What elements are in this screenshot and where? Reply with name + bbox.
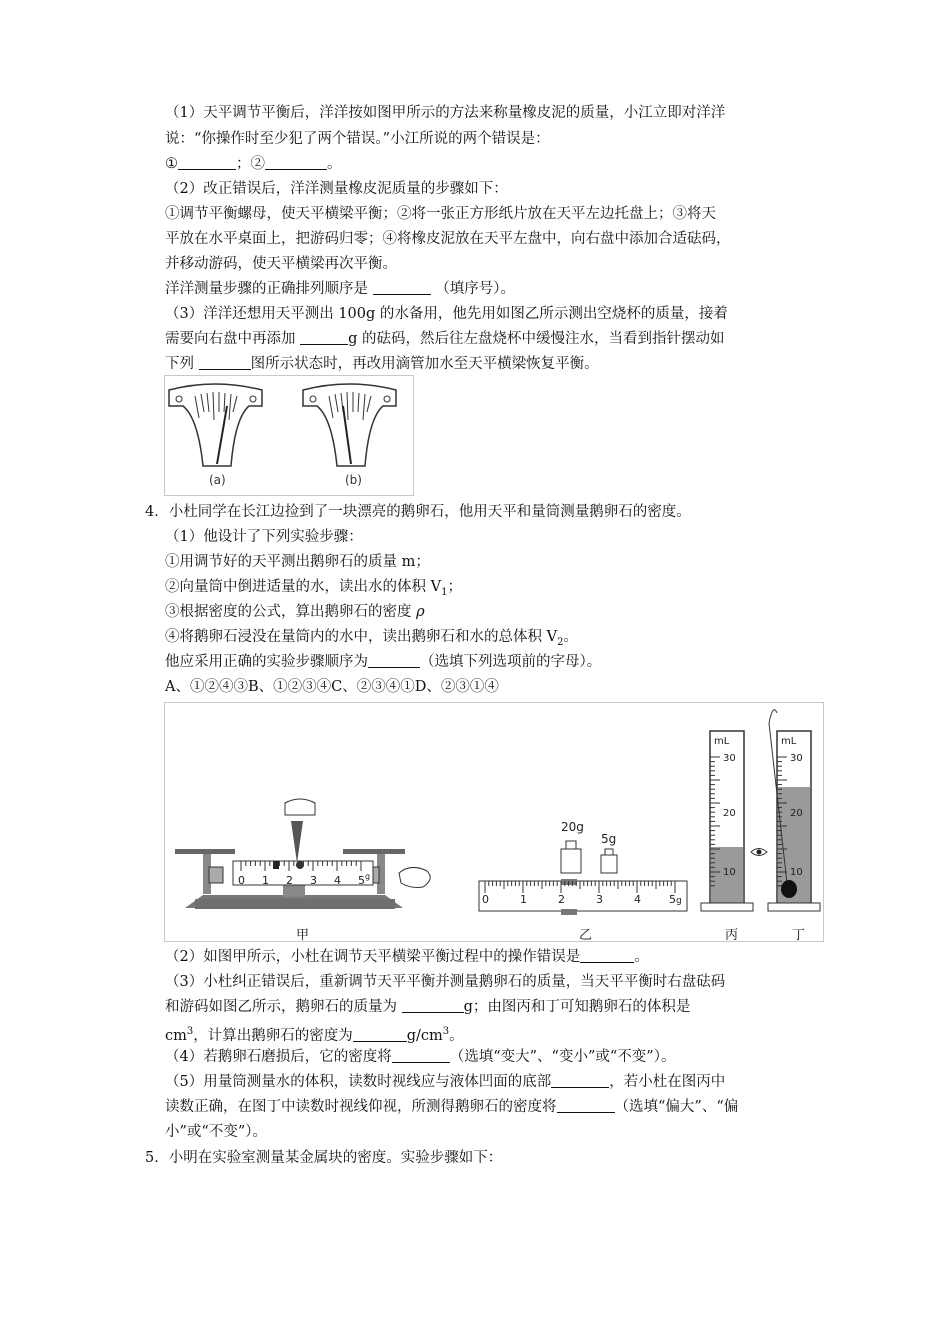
q3-p2-order-hint: （填序号）。 bbox=[435, 281, 515, 297]
beam-tick-label: 4 bbox=[334, 874, 341, 887]
q4-p5-line3: 小”或“不变”）。 bbox=[165, 1124, 267, 1140]
q3-p3-text-d: 图所示状态时，再改用滴管加水至天平横梁恢复平衡。 bbox=[250, 356, 599, 372]
q3-p3-line3 bbox=[165, 355, 599, 373]
cylinder-ding-base bbox=[768, 903, 820, 911]
apparatus-diagram bbox=[165, 703, 823, 941]
weight-20g bbox=[561, 849, 581, 873]
cylinder-bing-tick: 20 bbox=[723, 808, 736, 819]
q3-p3-line2 bbox=[165, 330, 725, 348]
answer-blank[interactable] bbox=[373, 280, 431, 295]
q4-p3-text-a: 和游码如图乙所示，鹅卵石的质量为 bbox=[165, 999, 397, 1015]
q4-p5-text-a: （5）用量筒测量水的体积，读数时视线应与液体凹面的底部 bbox=[165, 1074, 552, 1090]
q4-options: A、①②④③B、①②③④C、②③④①D、②③①④ bbox=[165, 679, 499, 695]
beam-unit: g bbox=[365, 872, 371, 881]
cylinder-ding-tick: 30 bbox=[790, 753, 803, 764]
cylinder-bing-tick: 30 bbox=[723, 753, 736, 764]
q3-p3-line1: （3）洋洋还想用天平测出 100g 的水备用，他先用如图乙所示测出空烧杯的质量，接着 bbox=[165, 306, 728, 322]
dial-b-screw-left bbox=[310, 396, 316, 402]
slider-tick-label: 5 bbox=[669, 893, 676, 906]
q4-p4 bbox=[165, 1048, 675, 1066]
label-bing: 丙 bbox=[725, 928, 739, 941]
answer-blank[interactable] bbox=[551, 1073, 609, 1088]
answer-blank[interactable] bbox=[580, 948, 634, 963]
answer-blank[interactable] bbox=[265, 155, 327, 170]
dial-b-screw-right bbox=[384, 396, 390, 402]
dial-b-scale bbox=[329, 392, 371, 420]
q3-p1-line1: （1）天平调节平衡后，洋洋按如图甲所示的方法来称量橡皮泥的质量，小江立即对洋洋 bbox=[165, 105, 726, 121]
q4-step2 bbox=[165, 578, 462, 602]
dial-a-screw-right bbox=[250, 396, 256, 402]
right-pan bbox=[343, 849, 405, 854]
cylinder-ding-unit: mL bbox=[781, 736, 797, 747]
beam-tick-label: 3 bbox=[310, 874, 317, 887]
dial-b-pointer bbox=[343, 406, 351, 464]
q5-intro: 5．小明在实验室测量某金属块的密度。实验步骤如下： bbox=[145, 1150, 503, 1166]
q4-step3 bbox=[165, 603, 425, 621]
slider-tick-label: 0 bbox=[482, 893, 489, 906]
cylinder-ding-tick: 20 bbox=[790, 808, 803, 819]
weight-5g bbox=[601, 855, 617, 873]
answer-blank[interactable] bbox=[353, 1027, 407, 1042]
beam-tick-label: 0 bbox=[238, 874, 245, 887]
left-pan bbox=[175, 849, 235, 854]
q3-p1-end: 。 bbox=[327, 156, 342, 172]
answer-blank[interactable] bbox=[392, 1048, 450, 1063]
label-yi: 乙 bbox=[579, 928, 593, 941]
q4-step3-text: ③根据密度的公式，算出鹅卵石的密度 bbox=[165, 604, 412, 620]
dial-a-pointer bbox=[217, 406, 227, 464]
q4-p3-sup1: 3 bbox=[186, 1026, 194, 1037]
slider-unit: g bbox=[676, 896, 682, 906]
answer-blank[interactable] bbox=[557, 1098, 615, 1113]
dial-a-outline bbox=[169, 384, 262, 466]
q4-p4-hint: （选填“变大”、“变小”或“不变”）。 bbox=[449, 1049, 676, 1065]
dial-b-label: (b) bbox=[345, 473, 362, 487]
apparatus-figure bbox=[164, 702, 824, 942]
q3-p2-line1: （2）改正错误后，洋洋测量橡皮泥质量的步骤如下： bbox=[165, 181, 508, 197]
beam-tick-label: 2 bbox=[286, 874, 293, 887]
answer-blank[interactable] bbox=[178, 155, 236, 170]
beam-tick-label: 1 bbox=[262, 874, 269, 887]
q3-p2-line3: 平放在水平桌面上，把游码归零；④将橡皮泥放在天平左盘中，向右盘中添加合适砝码， bbox=[165, 231, 731, 247]
q3-p3-text-c: 下列 bbox=[165, 356, 194, 372]
q4-order bbox=[165, 653, 601, 671]
cylinder-bing-unit: mL bbox=[714, 736, 730, 747]
q4-p3-line1: （3）小杜纠正错误后，重新调节天平平衡并测量鹅卵石的质量，当天平平衡时右盘砝码 bbox=[165, 974, 726, 990]
dial-a-scale bbox=[195, 392, 237, 420]
cylinder-bing bbox=[701, 731, 767, 941]
answer-blank[interactable] bbox=[402, 998, 464, 1013]
q4-p2-end: 。 bbox=[634, 949, 649, 965]
q4-step4-sub: 2 bbox=[557, 636, 564, 648]
q4-step4-text: ④将鹅卵石浸没在量筒内的水中，读出鹅卵石和水的总体积 V bbox=[165, 629, 558, 645]
dial-a-screw-left bbox=[176, 396, 182, 402]
q3-p1-answer-line bbox=[165, 155, 342, 173]
pebble bbox=[781, 880, 797, 898]
answer-blank[interactable] bbox=[368, 653, 420, 668]
q4-intro: 4．小杜同学在长江边捡到了一块漂亮的鹅卵石，他用天平和量筒测量鹅卵石的密度。 bbox=[145, 504, 691, 520]
q3-p2-line5 bbox=[165, 280, 515, 298]
weights-yi bbox=[479, 820, 687, 941]
answer-blank[interactable] bbox=[300, 330, 348, 345]
q4-p2 bbox=[165, 948, 649, 966]
dial-window bbox=[285, 799, 315, 815]
q4-p5-text-d: （选填“偏大”、“偏 bbox=[614, 1099, 739, 1115]
balance-jia bbox=[175, 799, 430, 941]
pointer-needle bbox=[291, 821, 303, 863]
q4-p3-end: 。 bbox=[449, 1027, 464, 1044]
pointer-diagram bbox=[165, 376, 413, 495]
slider-tick-label: 1 bbox=[520, 893, 527, 906]
q4-p5-line2 bbox=[165, 1098, 738, 1116]
q3-p1-mark1: ① bbox=[165, 156, 178, 172]
dial-a-label: (a) bbox=[209, 473, 226, 487]
weight-20g-label: 20g bbox=[561, 820, 584, 834]
q3-p2-order-label: 洋洋测量步骤的正确排列顺序是 bbox=[165, 281, 368, 297]
q4-p3-line2 bbox=[165, 998, 690, 1016]
slider-tick-label: 2 bbox=[558, 893, 565, 906]
beam-tick-label: 5 bbox=[358, 874, 365, 887]
q4-step4-end: 。 bbox=[563, 629, 578, 645]
answer-blank[interactable] bbox=[199, 355, 251, 370]
label-ding: 丁 bbox=[792, 928, 806, 941]
q4-step2-sub: 1 bbox=[441, 586, 448, 598]
q3-p1-mark2: ；② bbox=[236, 156, 265, 172]
q3-p3-text-b: g 的砝码，然后往左盘烧杯中缓慢注水，当看到指针摆动如 bbox=[348, 331, 725, 347]
slider-tick-label: 3 bbox=[596, 893, 603, 906]
q3-p1-line2: 说：“你操作时至少犯了两个错误。”小江所说的两个错误是： bbox=[165, 131, 550, 147]
cylinder-ding bbox=[768, 710, 820, 941]
q4-p5-line1 bbox=[165, 1073, 725, 1091]
q4-step2-end: ； bbox=[447, 579, 462, 595]
q4-p3-sup2: 3 bbox=[442, 1026, 450, 1037]
q3-p2-line2: ①调节平衡螺母，使天平横梁平衡；②将一张正方形纸片放在天平左边托盘上；③将天 bbox=[165, 206, 716, 222]
cylinder-bing-tick: 10 bbox=[723, 867, 736, 878]
q4-p3-unit1: cm bbox=[165, 1027, 187, 1044]
q4-p2-text: （2）如图甲所示，小杜在调节天平横梁平衡过程中的操作错误是 bbox=[165, 949, 581, 965]
q3-p2-line4: 并移动游码，使天平横梁再次平衡。 bbox=[165, 256, 397, 272]
q3-p3-text-a: 需要向右盘中再添加 bbox=[165, 331, 296, 347]
q4-p5-text-b: ，若小杜在图丙中 bbox=[609, 1074, 726, 1090]
q4-step1: ①用调节好的天平测出鹅卵石的质量 m； bbox=[165, 554, 430, 570]
label-jia: 甲 bbox=[296, 928, 310, 941]
q4-s1: （1）他设计了下列实验步骤： bbox=[165, 529, 363, 545]
rider bbox=[273, 861, 279, 869]
q4-p3-unit2: g/cm bbox=[406, 1027, 443, 1044]
q4-step4 bbox=[165, 628, 578, 652]
q4-order-label: 他应采用正确的实验步骤顺序为 bbox=[165, 654, 368, 670]
slider-rider-bottom bbox=[561, 909, 577, 915]
rho-symbol: ρ bbox=[416, 604, 425, 620]
q4-order-hint: （选填下列选项前的字母）。 bbox=[420, 654, 602, 670]
slider-tick-label: 4 bbox=[634, 893, 641, 906]
weight-5g-label: 5g bbox=[601, 832, 617, 846]
cylinder-ding-tick: 10 bbox=[790, 867, 803, 878]
q4-step2-text: ②向量筒中倒进适量的水，读出水的体积 V bbox=[165, 579, 442, 595]
q4-p3-text-c: ，计算出鹅卵石的密度为 bbox=[193, 1027, 353, 1044]
pointer-figure bbox=[164, 375, 414, 496]
cylinder-bing-base bbox=[701, 903, 753, 911]
hand-icon bbox=[399, 867, 430, 887]
q4-p4-text: （4）若鹅卵石磨损后，它的密度将 bbox=[165, 1049, 392, 1065]
q4-p3-text-b: g；由图丙和丁可知鹅卵石的体积是 bbox=[463, 999, 691, 1015]
q4-p5-text-c: 读数正确，在图丁中读数时视线仰视，所测得鹅卵石的密度将 bbox=[165, 1099, 557, 1115]
q4-p3-line3 bbox=[165, 1023, 464, 1045]
